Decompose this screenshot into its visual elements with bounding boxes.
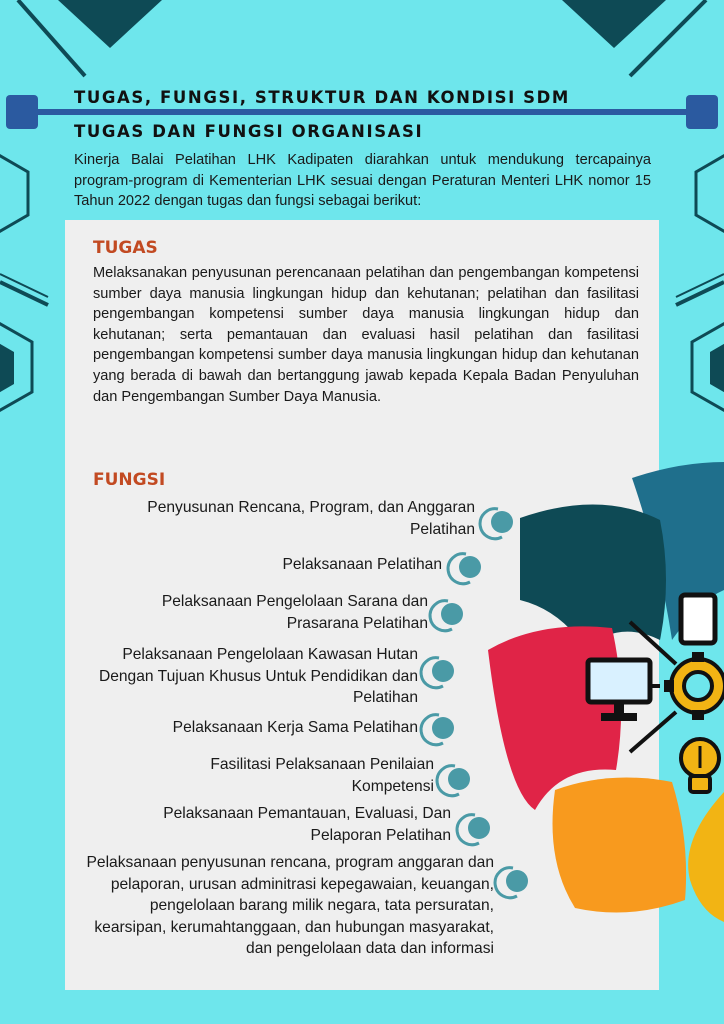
bullet-icon — [480, 509, 513, 539]
fungsi-item: Pelaksanaan Pengelolaan Sarana dan Prasarana Pelatihan — [161, 593, 428, 632]
fungsi-item: Pelaksanaan Pemantauan, Evaluasi, Dan Pelaporan Pelatihan — [163, 805, 451, 844]
fungsi-item: Pelaksanaan Pelatihan — [282, 556, 442, 573]
bullet-icon — [421, 658, 454, 688]
intro-paragraph: Kinerja Balai Pelatihan LHK Kadipaten diarahkan untuk mendukung tercapainya program-program di Kementerian LHK sesuai dengan Peraturan Menteri LHK nomor 15 Tahun 2022 dengan tugas dan fungsi sebagai berikut: — [74, 152, 651, 209]
tugas-heading: TUGAS — [93, 238, 158, 258]
section-subtitle: TUGAS DAN FUNGSI ORGANISASI — [74, 122, 424, 141]
fungsi-heading: FUNGSI — [93, 470, 166, 490]
fungsi-item: Fasilitasi Pelaksanaan Penilaian Kompetensi — [210, 756, 434, 795]
tugas-body: Melaksanakan penyusunan perencanaan pelatihan dan pengembangan kompetensi sumber daya manusia lingkungan hidup dan kehutanan; pelatihan dan fasilitasi pengembangan kompetensi sumber daya manusia lingkungan hidup dan kehutanan; serta pemantauan dan evaluasi hasil pelatihan dan fasilitasi pengembangan kompetensi sumber daya manusia lingkungan hidup dan kehutanan yang berada di bawah dan bertanggung jawab kepada Kepala Badan Penyuluhan dan Pengembangan Sumber Daya Manusia. — [93, 265, 639, 405]
fungsi-item: Pelaksanaan Pengelolaan Kawasan Hutan Dengan Tujuan Khusus Untuk Pendidikan dan Pelatihan — [98, 646, 418, 706]
bullet-icon — [495, 868, 528, 898]
fungsi-item: Pelaksanaan Kerja Sama Pelatihan — [172, 719, 418, 736]
bullet-icon — [448, 554, 481, 584]
fungsi-item: Pelaksanaan penyusunan rencana, program anggaran dan pelaporan, urusan adminitrasi kepegawaian, keuangan, pengelolaan barang milik negara, tata persuratan, kearsipan, kerumahtanggaan, dan hubungan masyarakat, dan pengelolaan data dan informasi — [86, 854, 494, 957]
bullet-icon — [430, 601, 463, 631]
fungsi-item: Penyusunan Rencana, Program, dan Anggaran Pelatihan — [147, 499, 475, 538]
bullet-icon — [437, 766, 470, 796]
bullet-icon — [457, 815, 490, 845]
bullet-icon — [421, 715, 454, 745]
page-title: TUGAS, FUNGSI, STRUKTUR DAN KONDISI SDM — [74, 88, 570, 107]
